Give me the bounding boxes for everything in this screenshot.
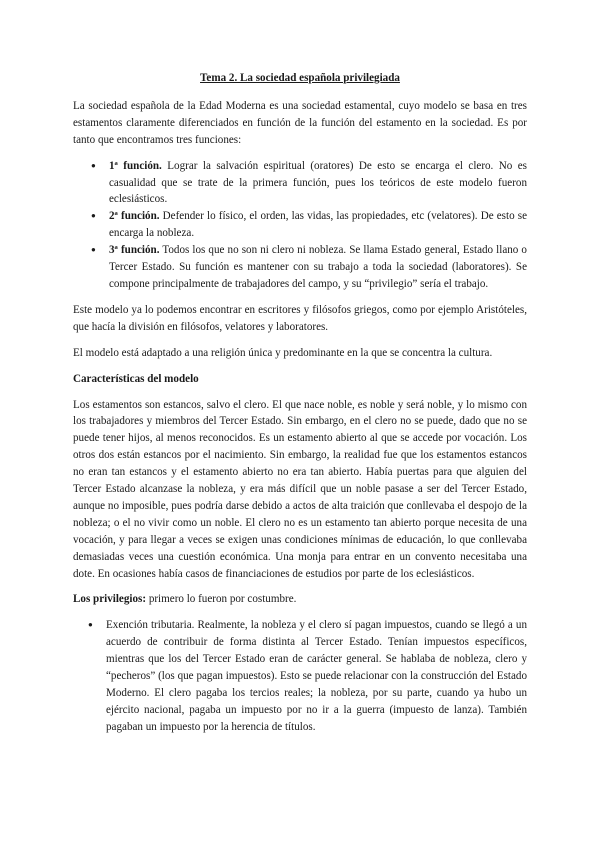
privileges-label: Los privilegios:: [73, 593, 147, 606]
privileges-list: [73, 617, 527, 735]
model-paragraph: Este modelo ya lo podemos encontrar en escritores y filósofos griegos, como por ejemplo Aristóteles, que hacía la división en filósofos, velatores y laboratores.: [73, 303, 527, 333]
function-label: 1ª función.: [109, 159, 162, 172]
religion-paragraph: El modelo está adaptado a una religión única y predominante en la que se concentra la cultura.: [73, 346, 493, 359]
list-item: [109, 158, 527, 209]
privileges-text: primero lo fueron por costumbre.: [146, 593, 297, 606]
page-title: Tema 2. La sociedad española privilegiada: [200, 72, 400, 84]
list-item: ● Exención tributaria. Realmente, la nobleza y el clero sí pagan impuestos, cuando se llegó a un acuerdo de contribuir de forma distinta al Tercer Estado. Tenían impuestos específicos, mientras que los del Tercer Estado eran de carácter general. Se hablaba de nobleza, clero y “pecheros” (los que pagan impuestos). Esto se puede relacionar con la construcción del Estado Moderno. El clero pagaba los tercios reales; la nobleza, por su parte, cuando ya hubo un ejército nacional, pagaba un impuesto por no ir a la guerra (impuesto de lanza). También pagaban un impuesto por la herencia de títulos.: [106, 617, 527, 735]
intro-paragraph: La sociedad española de la Edad Moderna es una sociedad estamental, cuyo modelo se basa en tres estamentos claramente diferenciados en función de la función del estamento en la sociedad. Es por tanto que encontramos tres funciones:: [73, 99, 527, 146]
list-item: [109, 208, 527, 242]
privileges-paragraph: [73, 591, 527, 608]
functions-list: [73, 158, 527, 293]
function-text: Lograr la salvación espiritual (oratores) De esto se encarga el clero. No es casualidad que se trate de la primera función, pues los teóricos de este modelo fueron eclesiásticos.: [109, 159, 527, 206]
list-item: [109, 242, 527, 293]
characteristics-paragraph: Los estamentos son estancos, salvo el clero. El que nace noble, es noble y será noble, y lo mismo con los trabajadores y miembros del Tercer Estado. Sin embargo, en el clero no se puede, dado que no se puede tener hijos, al menos reconocidos. Es un estamento abierto al que se accede por vocación. Los otros dos están estancos por el nacimiento. Sin embargo, la realidad fue que los estamentos estancos no eran tan estancos y el estamento abierto no era tan abierto. Había puertas para que alguien del Tercer Estado alcanzase la nobleza, y era más difícil que un noble pasase a ser del Tercer Estado, aunque no imposible, pues podría darse debido a actos de alta traición que conllevaba el despojo de la nobleza; o el no vivir como un noble. El clero no es un estamento tan abierto porque necesita de una vocación, y para llegar a veces se exigen unas condiciones mínimas de educación, lo que conllevaba demasiadas veces una cuestión económica. Una monja para entrar en un convento necesitaba una dote. En ocasiones había casos de financiaciones de estudios por parte de los eclesiásticos.: [73, 398, 527, 580]
function-text: Todos los que no son ni clero ni nobleza. Se llama Estado general, Estado llano o Tercer Estado. Su función es mantener con su trabajo a toda la sociedad (laboratores). Se compone principalmente de trabajadores del campo, y su “privilegio” sería el trabajo.: [109, 244, 527, 290]
characteristics-heading: Características del modelo: [73, 372, 199, 385]
function-text: Defender lo físico, el orden, las vidas, las propiedades, etc (velatores). De esto se encarga la nobleza.: [109, 210, 527, 240]
function-label: 3ª función.: [109, 244, 160, 257]
function-label: 2ª función.: [109, 210, 160, 223]
